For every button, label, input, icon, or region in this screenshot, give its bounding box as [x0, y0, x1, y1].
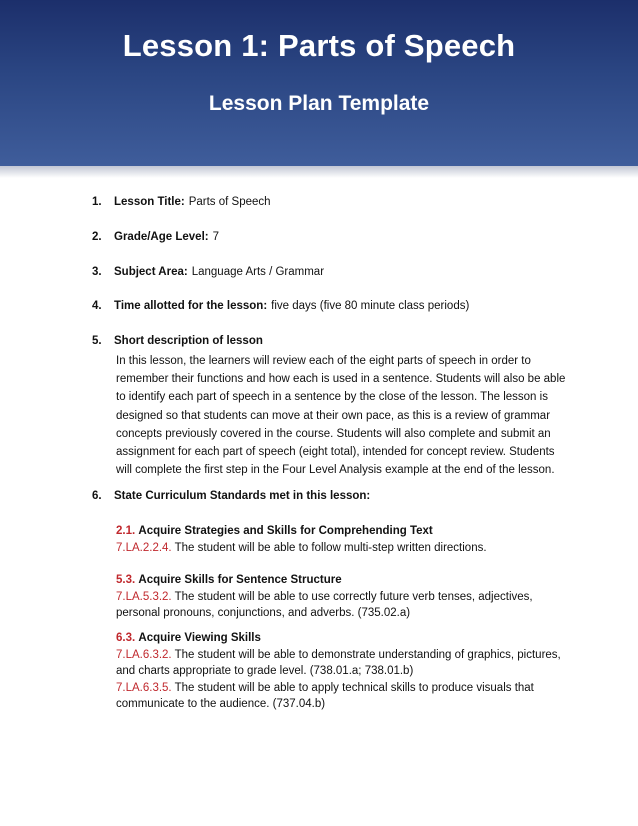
banner-shadow	[0, 166, 638, 178]
entry-text: The student will be able to demonstrate understanding of graphics, pictures,	[174, 648, 561, 661]
standard-title: Acquire Strategies and Skills for Comprehending Text	[138, 525, 433, 537]
standard-title: Acquire Skills for Sentence Structure	[138, 574, 342, 586]
standard-entry	[116, 589, 566, 606]
standard-entry	[116, 680, 566, 697]
entry-code: 7.LA.5.3.2.	[116, 590, 172, 603]
item-number: 6.	[92, 490, 102, 502]
description-line: remember their functions and how each is used in a sentence. Students will also be able	[116, 373, 566, 386]
entry-text: The student will be able to apply technical skills to produce visuals that	[174, 681, 534, 694]
item-label: Subject Area:	[114, 266, 188, 278]
entry-text-continued: and charts appropriate to grade level. (738.01.a; 738.01.b)	[116, 665, 414, 677]
item-number: 1.	[92, 196, 102, 208]
description-line: In this lesson, the learners will review each of the eight parts of speech in order to	[116, 355, 531, 367]
description-line: designed so that students can move at their own pace, as this is a review of grammar	[116, 409, 551, 422]
entry-code: 7.LA.2.2.4.	[116, 541, 172, 554]
description-line: concepts previously covered in the course. Students will also complete and submit an	[116, 427, 551, 440]
item-grade-level	[92, 229, 562, 246]
standard-heading	[116, 630, 566, 647]
description-line: assignment for each part of speech (eight total), intended for concept review. Students	[116, 446, 555, 459]
item-lesson-title	[92, 194, 562, 211]
item-time-allotted	[92, 298, 562, 315]
entry-text-continued: communicate to the audience. (737.04.b)	[116, 698, 326, 710]
header-banner	[0, 0, 638, 166]
item-value: five days (five 80 minute class periods)	[271, 300, 470, 312]
standard-title: Acquire Viewing Skills	[138, 632, 261, 644]
item-label: Time allotted for the lesson:	[114, 300, 268, 312]
standard-code: 6.3.	[116, 632, 136, 644]
page-title: Lesson 1: Parts of Speech	[122, 28, 516, 63]
item-value: Parts of Speech	[188, 196, 271, 208]
item-short-description	[92, 333, 562, 350]
standard-code: 2.1.	[116, 525, 136, 537]
item-label: Grade/Age Level:	[114, 231, 209, 243]
item-label: State Curriculum Standards met in this lesson:	[114, 490, 371, 502]
standard-entry	[116, 540, 566, 557]
item-value: 7	[212, 231, 219, 243]
item-value: Language Arts / Grammar	[191, 266, 325, 278]
standard-heading	[116, 572, 566, 589]
entry-text: The student will be able to use correctly future verb tenses, adjectives,	[174, 590, 533, 603]
item-label: Short description of lesson	[114, 335, 263, 347]
item-number: 2.	[92, 231, 102, 243]
item-subject-area	[92, 264, 562, 281]
entry-code: 7.LA.6.3.2.	[116, 648, 172, 661]
standard-2-1	[116, 523, 566, 556]
page-subtitle: Lesson Plan Template	[208, 92, 430, 115]
item-label: Lesson Title:	[114, 196, 185, 208]
description-line: to identify each part of speech in a sentence by the close of the lesson. The lesson is	[116, 391, 548, 404]
entry-text-continued: personal pronouns, conjunctions, and adverbs. (735.02.a)	[116, 607, 411, 619]
description-line: will complete the first step in the Four Level Analysis example at the end of the lesson.	[116, 464, 555, 477]
item-number: 4.	[92, 300, 102, 312]
standard-6-3	[116, 630, 566, 713]
standard-entry	[116, 647, 566, 664]
standard-code: 5.3.	[116, 574, 136, 586]
item-state-standards	[92, 488, 562, 505]
standard-5-3	[116, 572, 566, 622]
lesson-description	[116, 352, 566, 479]
standard-heading	[116, 523, 566, 540]
entry-text: The student will be able to follow multi-step written directions.	[174, 541, 487, 554]
item-number: 3.	[92, 266, 102, 278]
item-number: 5.	[92, 335, 102, 347]
entry-code: 7.LA.6.3.5.	[116, 681, 172, 694]
